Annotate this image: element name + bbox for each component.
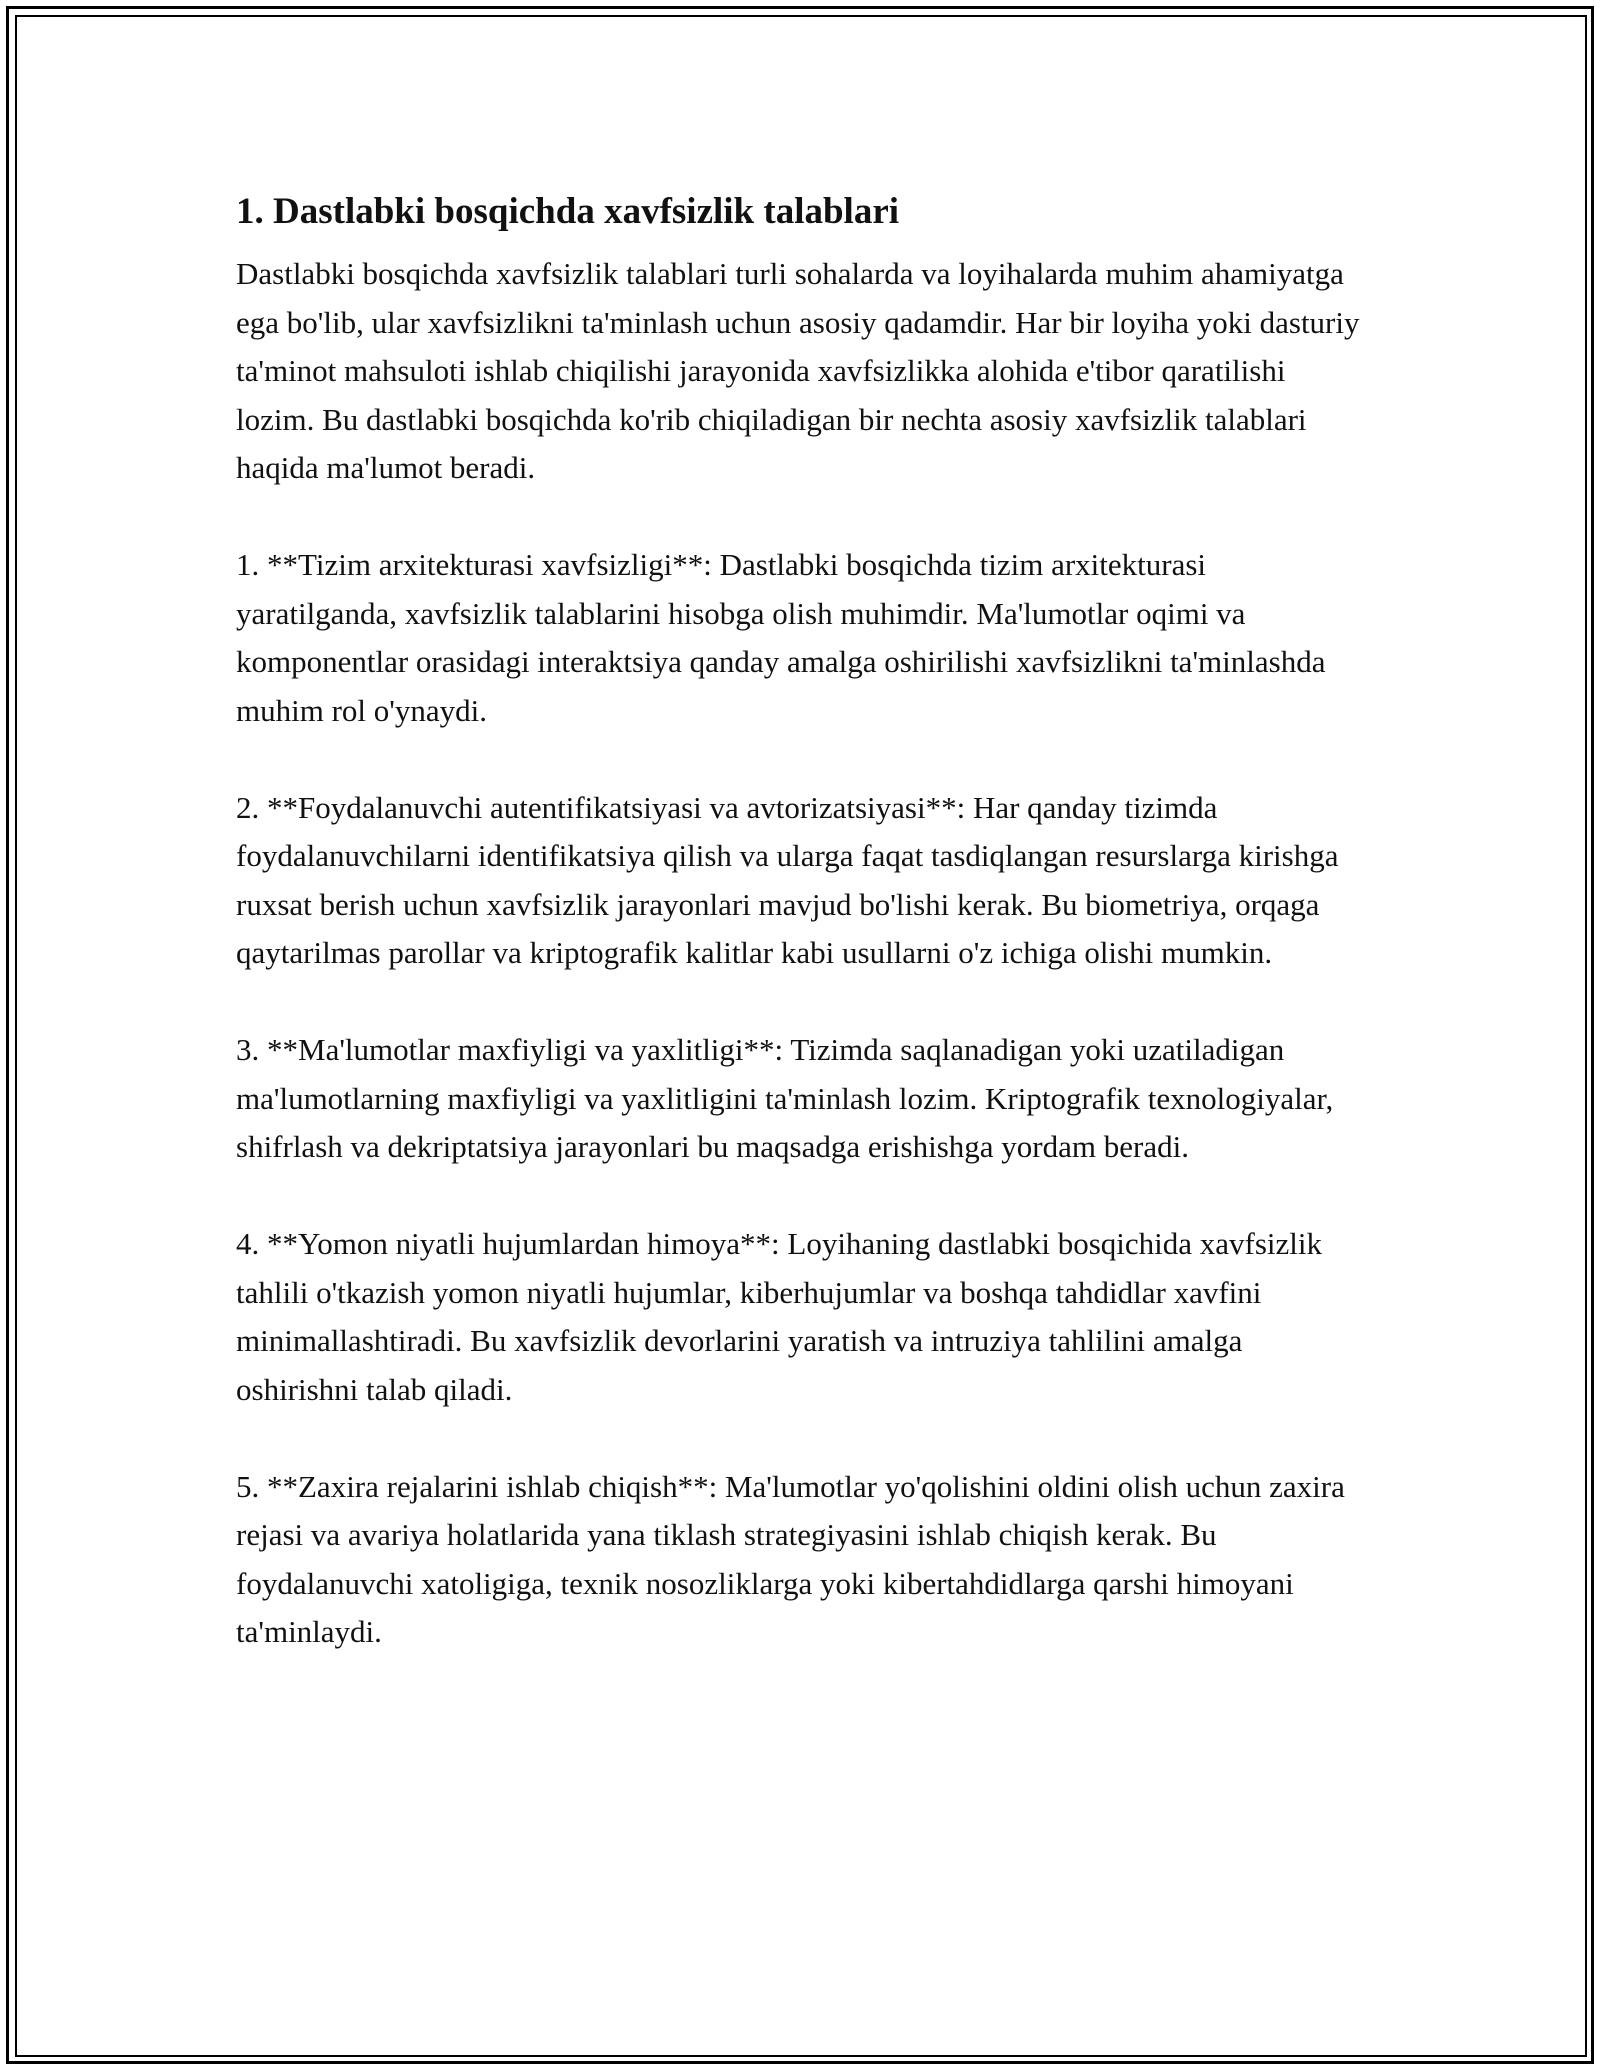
list-item-1: 1. **Tizim arxitekturasi xavfsizligi**: Dastlabki bosqichda tizim arxitekturasi yaratilganda, xavfsizlik talablarini hisobga olish muhimdir. Ma'lumotlar oqimi va komponentlar orasidagi interaktsiya qanday amalga oshirilishi xavfsizlikni ta'minlashda muhim rol o'ynaydi. xyxy=(236,547,1326,728)
list-item-2: 2. **Foydalanuvchi autentifikatsiyasi va avtorizatsiyasi**: Har qanday tizimda foydalanuvchilarni identifikatsiya qilish va ularga faqat tasdiqlangan resurslarga kirishga ruxsat berish uchun xavfsizlik jarayonlari mavjud bo'lishi kerak. Bu biometriya, orqaga qaytarilmas parollar va kriptografik kalitlar kabi usullarni o'z ichiga olishi mumkin. xyxy=(236,789,1339,970)
list-item-4: 4. **Yomon niyatli hujumlardan himoya**: Loyihaning dastlabki bosqichida xavfsizlik tahlili o'tkazish yomon niyatli hujumlar, kiberhujumlar va boshqa tahdidlar xavfini minimallashtiradi. Bu xavfsizlik devorlarini yaratish va intruziya tahlilini amalga oshirishni talab qiladi. xyxy=(236,1226,1323,1407)
list-item-3: 3. **Ma'lumotlar maxfiyligi va yaxlitligi**: Tizimda saqlanadigan yoki uzatiladigan ma'lumotlarning maxfiyligi va yaxlitligini ta'minlash lozim. Kriptografik texnologiyalar, shifrlash va dekriptatsiya jarayonlari bu maqsadga erishishga yordam beradi. xyxy=(236,1032,1334,1164)
intro-paragraph: Dastlabki bosqichda xavfsizlik talablari turli sohalarda va loyihalarda muhim ahamiyatga ega bo'lib, ular xavfsizlikni ta'minlash uchun asosiy qadamdir. Har bir loyiha yoki dasturiy ta'minot mahsuloti ishlab chiqilishi jarayonida xavfsizlikka alohida e'tibor qaratilishi lozim. Bu dastlabki bosqichda ko'rib chiqiladigan bir nechta asosiy xavfsizlik talablari haqida ma'lumot beradi. xyxy=(236,256,1360,485)
document-body xyxy=(236,188,1370,1705)
list-item-5: 5. **Zaxira rejalarini ishlab chiqish**: Ma'lumotlar yo'qolishini oldini olish uchun zaxira rejasi va avariya holatlarida yana tiklash strategiyasini ishlab chiqish kerak. Bu foydalanuvchi xatoligiga, texnik nosozliklarga yoki kibertahdidlarga qarshi himoyani ta'minlaydi. xyxy=(236,1468,1345,1649)
document-title: 1. Dastlabki bosqichda xavfsizlik talablari xyxy=(236,191,900,232)
